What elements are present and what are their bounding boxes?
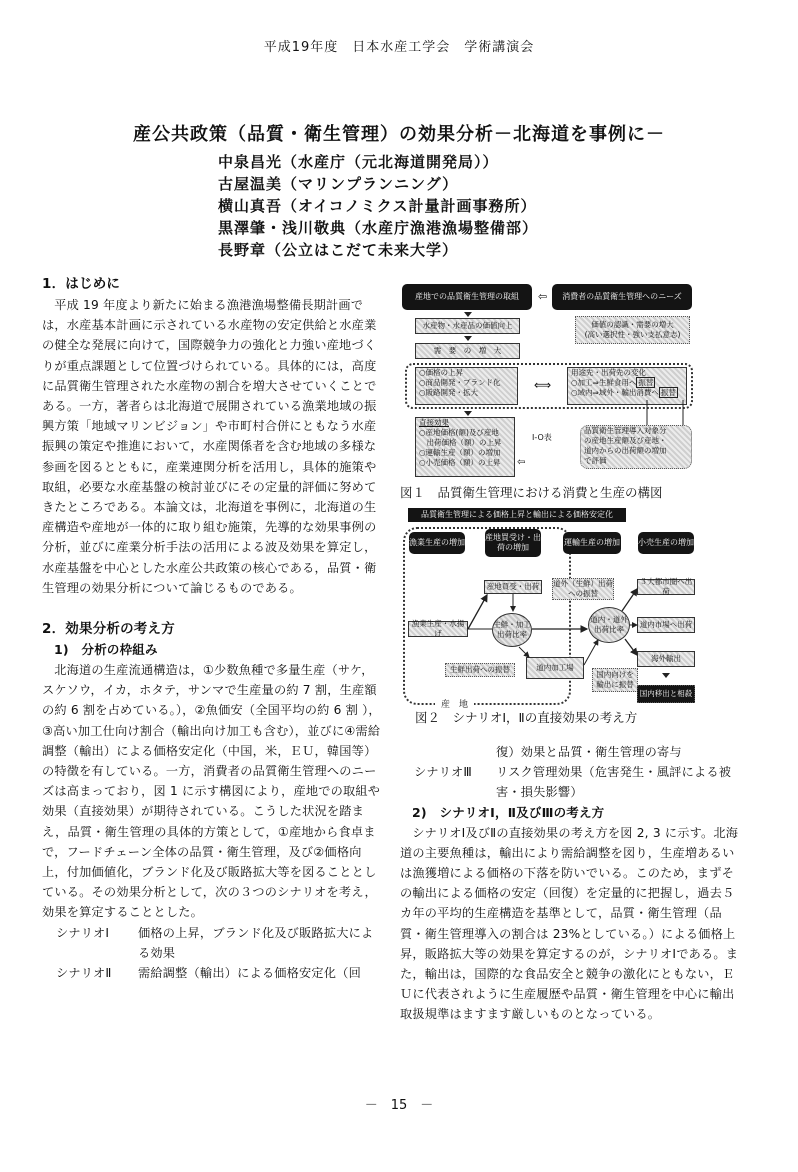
- fig2-3cities-box: ３大都市圏へ出荷: [637, 579, 695, 595]
- fig2-outside-shift-box: 道外（生鮮）出荷への振替: [553, 579, 613, 598]
- scenario-2-cont: [400, 742, 745, 762]
- dest-line: ○加工⇒生鮮食用へ 振替: [571, 378, 654, 387]
- scenario-label: シナリオⅡ: [56, 966, 112, 981]
- eval-line: の産地生産額及び産地・: [584, 436, 667, 445]
- scenario-text: 需給調整（輸出）による価格安定化（回: [138, 966, 361, 981]
- author: 長野章（公立はこだて未来大学）: [218, 241, 459, 259]
- author: 黒澤肇・浅川敬典（水産庁漁港漁場整備部）: [218, 219, 539, 237]
- fig2-arrows: [395, 505, 765, 710]
- fig2-final-box: 国内移出と相殺: [637, 685, 695, 703]
- conference-header: 平成19年度 日本水産工学会 学術講演会: [263, 40, 535, 55]
- fig2-top-box: 小売生産の増加: [638, 532, 694, 554]
- scenario-label: [414, 742, 496, 762]
- fig2-buy-box: 産地買受・出荷: [484, 580, 542, 594]
- section-1-heading: 1．はじめに: [42, 276, 121, 292]
- section-2-2-body: シナリオⅠ及びⅡの直接効果の考え方を図 2, 3 に示す。北海道の主要魚種は，輸出により需給調整を図り，生産増あるいは漁獲増による価格の下落を防いでいる。このため，まずその輸出による価格の安定（回復）を定量的に把握し，過去５カ年の平均的生産構造を基準として，品質・衛生管理（品質・衛生管理導入の割合は 23%としている。）による価格上昇，販路拡大等の効果を算定するのが，シナリオⅠである。また，輸出は，国際的な食品安全と競争の激化にともない，ＥＵに代表されように生産履歴や品質・衛生管理を中心に輸出取扱規準はますます厳しいものとなっている。: [400, 825, 739, 1022]
- fig2-banner: 品質衛生管理による価格上昇と輸出による価格安定化: [408, 508, 626, 522]
- fig2-top-box: 漁業生産の増加: [409, 532, 465, 554]
- fig1-consumer-box: 消費者の品質衛生管理へのニーズ: [552, 284, 692, 310]
- fig2-top-box: 運輸生産の増加: [563, 532, 621, 554]
- fig2-factory-box: 道内加工場: [526, 657, 584, 679]
- fig2-region-label: 産 地: [435, 697, 474, 710]
- fig2-domestic-shift-box: 国内向けを輸出に振替: [592, 668, 638, 692]
- scenario-3: [400, 762, 745, 802]
- right-column: [400, 742, 745, 1025]
- fig1-value-up-box: 水産物・水産品の価値向上: [415, 318, 520, 334]
- paper-title: 産公共政策（品質・衛生管理）の効果分析－北海道を事例に－: [133, 124, 665, 145]
- price-line: ○商品開発・ブランド化: [419, 378, 501, 387]
- direct-line: ○小売価格（額）の上昇: [419, 458, 501, 467]
- fig2-fresh-shift-box: 生鮮出荷への振替: [445, 663, 515, 677]
- bidirectional-arrow-icon: ⟺: [534, 378, 552, 392]
- figure-2: [395, 505, 765, 710]
- eval-line: 品質衛生管理導入対象分: [584, 426, 667, 435]
- page-number: － 15 －: [364, 1098, 434, 1113]
- fig2-fresh-processing-ratio: 生鮮・加工出荷比率: [492, 613, 532, 647]
- author: 中泉昌光（水産庁（元北海道開発局））: [218, 153, 499, 171]
- fig2-in-out-ratio: 道内・道外出荷比率: [588, 607, 630, 643]
- left-column: [42, 273, 382, 983]
- direct-line: ○産地価格(額)及び産地: [419, 428, 499, 437]
- fig2-top-box: 産地買受け・出荷の増加: [485, 529, 541, 557]
- author: 古屋温美（マリンプランニング）: [218, 175, 459, 193]
- section-2-heading: 2．効果分析の考え方: [42, 621, 175, 638]
- direct-line: 出荷価格（額）の上昇: [419, 438, 502, 447]
- fig1-production-box: 産地での品質衛生管理の取組: [402, 284, 532, 310]
- section-1-body: 平成 19 年度より新たに始まる漁港漁場整備長期計画では，水産基本計画に示されている水産物の安定供給と水産業の健全な発展に向けて，国際競争力の強化と力強い産地づくりが重点課題として位置づけられている。具体的には，高度に品質衛生管理された水産物の割合を増大させていくことである。一方，著者らは北海道で展開されている漁業地域の振興方策「地域マリンビジョン」や市町村合併にともなう水産振興の策定や推進において，水産関係者を含む地域の多様な参画を図るとともに，産業連関分析を活用し，具体的施策や取組，必要な水産基盤の検討並びにその定量的評価に努めてきたところである。本論文は，北海道を事例に，北海道の生産構造や産地が一体的に取り組む施策，先導的な効果事例の分析，並びに産業分析手法の活用による波及効果を算定し，水産基盤を中心とした水産公共政策の核心である，品質・衛生管理の効果分析について論じるものである。: [42, 298, 377, 595]
- price-line: ○販路開発・拡大: [419, 388, 479, 397]
- scenario-text: 価格の上昇，ブランド化及び販路拡大による効果: [138, 925, 374, 960]
- direct-line: ○運輸生産（額）の増加: [419, 448, 501, 457]
- fig2-market-box: 道内市場へ出荷: [637, 617, 695, 633]
- fig1-connector-lines: [400, 282, 760, 490]
- fig2-export-box: 海外輸出: [637, 651, 695, 667]
- section-2-1-body: 北海道の生産流通構造は，①少数魚種で多量生産（サケ，スケソウ，イカ，ホタテ，サンマで生産量の約 7 割，生産額の約 6 割を占めている。），②魚価安（全国平均の約 6 割 ），③高い加工仕向け割合（輸出向け加工も含む），並びに④需給調整（輸出）による価格安定化（中国，米，ＥＵ，韓国等）の特徴を有している。一方，消費者の品質衛生管理へのニーズは高まっており，図 1 に示す構図により，産地での取組や効果（直接効果）が期待されている。こうした状況を踏まえ，品質・衛生管理の具体的方策として，①産地から食卓まで，フードチェーン全体の品質・衛生管理，及び②価格向上，付加価値化，ブランド化及び販路拡大等を図ることとしている。その効果分析として，次の３つのシナリオを考え，効果を算定することとした。: [42, 663, 381, 920]
- needs-line: (高い選択性・強い支払意志): [584, 330, 681, 339]
- needs-line: 価値の認識・需要の増大: [591, 320, 674, 329]
- author: 横山真吾（オイコノミクス計量計画事務所）: [218, 197, 537, 215]
- section-2-1-heading: 1) 分析の枠組み: [54, 642, 158, 658]
- fig1-demand-box: 需 要 の 増 大: [415, 343, 520, 359]
- author-list: [218, 151, 538, 261]
- eval-line: で評価: [584, 456, 607, 465]
- section-2-2-heading: 2) シナリオⅠ，Ⅱ及びⅢの考え方: [412, 804, 605, 820]
- left-arrow-icon: ⇦: [517, 457, 526, 468]
- figure-1: [400, 282, 760, 490]
- dest-line: ○域内⇒域外・輸出消費へ 振替: [571, 388, 676, 397]
- price-line: ○価格の上昇: [419, 368, 464, 377]
- fig2-catch-box: 漁業生産・水揚げ: [408, 621, 468, 637]
- scenario-2: [42, 963, 382, 983]
- scenario-label: シナリオⅢ: [414, 765, 473, 780]
- scenario-1: [42, 923, 382, 963]
- io-table-label: I-O表: [532, 433, 552, 442]
- scenario-text: リスク管理効果（危害発生・風評による被害・損失影響）: [496, 765, 732, 800]
- figure-1-caption: 図１ 品質衛生管理における消費と生産の構図: [400, 485, 663, 500]
- scenario-text: 復）効果と品質・衛生管理の寄与: [496, 745, 682, 759]
- dest-line: 用途先・出荷先の変化: [571, 368, 646, 377]
- direct-line: 直接効果: [419, 418, 449, 427]
- shift-label: 振替: [638, 378, 654, 387]
- eval-line: 道内からの出荷額の増加: [584, 446, 667, 455]
- figure-2-caption: 図２ シナリオⅠ，Ⅱの直接効果の考え方: [415, 710, 638, 725]
- shift-label: 振替: [660, 388, 676, 397]
- scenario-label: シナリオⅠ: [56, 925, 110, 940]
- left-arrow-icon: ⇦: [538, 290, 548, 303]
